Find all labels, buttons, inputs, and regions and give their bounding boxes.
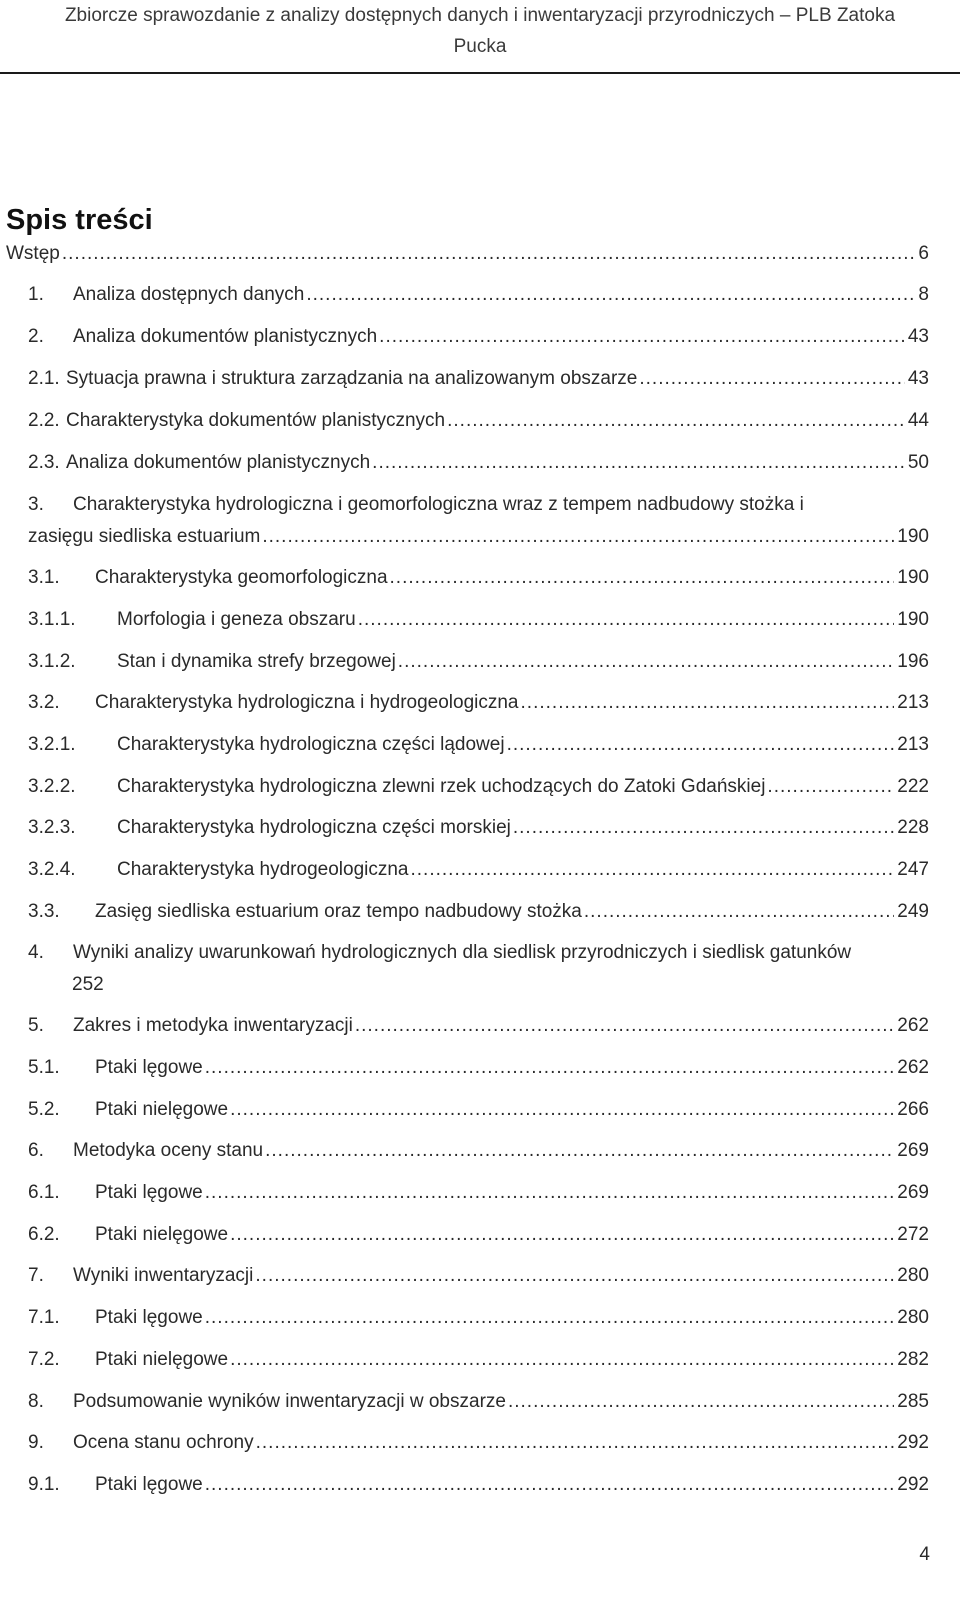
toc-dot-leader [255, 1260, 894, 1291]
toc-entry-label: Ptaki nielęgowe [95, 1349, 229, 1370]
toc-entry-label: Ptaki nielęgowe [95, 1099, 229, 1120]
toc-entry-label: Charakterystyka hydrologiczna zlewni rzek uchodzących do Zatoki Gdańskiej [117, 776, 766, 797]
toc-entry-number: Wstęp [6, 243, 60, 264]
toc-dot-leader [265, 1135, 894, 1166]
toc-entry-number: 6.1. [28, 1182, 60, 1203]
toc-entry[interactable] [0, 937, 960, 1000]
toc-entry-number: 3. [28, 494, 44, 515]
toc-dot-leader [372, 447, 905, 478]
toc-entry-label: Wyniki analizy uwarunkowań hydrologicznych dla siedlisk przyrodniczych i siedlisk gatunków [73, 942, 852, 963]
toc-entry-page: 190 [897, 567, 929, 588]
toc-dot-leader [521, 687, 895, 718]
toc-entry-number: 3.2.4. [28, 859, 76, 880]
toc-dot-leader [398, 646, 895, 677]
toc-entry-page: 247 [897, 859, 929, 880]
toc-entry-number: 9.1. [28, 1474, 60, 1495]
toc-entry-label: Charakterystyka hydrologiczna i geomorfologiczna wraz z tempem nadbudowy stożka i [73, 494, 804, 515]
toc-entry-label: Analiza dostępnych danych [73, 284, 305, 305]
toc-entry-label: Charakterystyka geomorfologiczna [95, 567, 388, 588]
header-line-1: Zbiorcze sprawozdanie z analizy dostępnych danych i inwentaryzacji przyrodniczych – PLB Zatoka [64, 5, 896, 26]
toc-entry-number: 2.2. [28, 410, 60, 431]
toc-entry[interactable] [0, 1469, 960, 1500]
toc-entry-page: 252 [72, 974, 104, 995]
toc-entry-label: Charakterystyka hydrologiczna i hydrogeologiczna [95, 692, 519, 713]
toc-entry-number: 5.2. [28, 1099, 60, 1120]
toc-entry-number: 3.2.1. [28, 734, 76, 755]
toc-entry-label: Analiza dokumentów planistycznych [73, 326, 378, 347]
toc-entry-page: 266 [897, 1099, 929, 1120]
toc-entry[interactable] [0, 1135, 960, 1166]
toc-entry-page: 228 [897, 817, 929, 838]
header-divider [0, 72, 960, 74]
toc-dot-leader [390, 562, 895, 593]
toc-entry[interactable] [0, 1260, 960, 1291]
toc-entry-number: 7. [28, 1265, 44, 1286]
toc-dot-leader [355, 1010, 894, 1041]
toc-entry-label: Ptaki nielęgowe [95, 1224, 229, 1245]
toc-entry-label: Wyniki inwentaryzacji [73, 1265, 254, 1286]
toc-entry-label: Zasięg siedliska estuarium oraz tempo nadbudowy stożka [95, 901, 582, 922]
toc-entry-page: 292 [897, 1474, 929, 1495]
toc-entry-label: Charakterystyka hydrologiczna części morskiej [117, 817, 511, 838]
toc-entry-page: 282 [897, 1349, 929, 1370]
toc-dot-leader [256, 1427, 895, 1458]
toc-entry[interactable] [0, 321, 960, 352]
toc-entry-label: Ocena stanu ochrony [73, 1432, 254, 1453]
toc-entry-number: 2. [28, 326, 44, 347]
toc-entry[interactable] [0, 238, 960, 269]
toc-dot-leader [411, 854, 895, 885]
toc-entry-number: 5. [28, 1015, 44, 1036]
toc-entry-page: 222 [897, 776, 929, 797]
toc-entry[interactable] [0, 1386, 960, 1417]
toc-entry-page: 262 [897, 1015, 929, 1036]
toc-entry-page: 196 [897, 651, 929, 672]
toc-entry-page: 43 [907, 368, 929, 389]
toc-entry-number: 6. [28, 1140, 44, 1161]
toc-entry-number: 6.2. [28, 1224, 60, 1245]
toc-entry[interactable] [0, 1052, 960, 1083]
toc-entry-page: 269 [897, 1182, 929, 1203]
toc-dot-leader [767, 771, 894, 802]
toc-entry[interactable] [0, 1177, 960, 1208]
toc-entry-number: 3.3. [28, 901, 60, 922]
toc-entry-page: 213 [897, 692, 929, 713]
toc-entry-page: 285 [897, 1391, 929, 1412]
toc-entry-page: 190 [897, 526, 929, 547]
toc-entry[interactable] [0, 1219, 960, 1250]
header-line-2: Pucka [453, 36, 507, 57]
toc-dot-leader [639, 363, 905, 394]
toc-dot-leader [230, 1094, 894, 1125]
toc-entry-page: 213 [897, 734, 929, 755]
toc-entry[interactable] [0, 729, 960, 760]
toc-entry-label: Zakres i metodyka inwentaryzacji [73, 1015, 353, 1036]
toc-entry[interactable] [0, 604, 960, 635]
toc-entry-page: 190 [897, 609, 929, 630]
toc-entry[interactable] [0, 1302, 960, 1333]
toc-entry[interactable] [0, 687, 960, 718]
toc-entry[interactable] [0, 1010, 960, 1041]
toc-entry-number: 7.1. [28, 1307, 60, 1328]
toc-dot-leader [205, 1052, 895, 1083]
toc-entry-label: Ptaki lęgowe [95, 1182, 203, 1203]
toc-dot-leader [230, 1219, 894, 1250]
toc-entry-number: 8. [28, 1391, 44, 1412]
toc-entry[interactable] [0, 896, 960, 927]
toc-entry-label: Analiza dokumentów planistycznych [66, 452, 371, 473]
toc-dot-leader [205, 1469, 895, 1500]
page-header [0, 0, 960, 62]
toc-entry[interactable] [0, 1094, 960, 1125]
toc-entry-number: 3.1. [28, 567, 60, 588]
toc-dot-leader [358, 604, 895, 635]
toc-entry[interactable] [0, 447, 960, 478]
toc-entry-number: 3.2.3. [28, 817, 76, 838]
toc-entry[interactable] [0, 489, 960, 552]
toc-dot-leader [306, 279, 915, 310]
toc-title: Spis treści [6, 204, 153, 236]
toc-entry[interactable] [0, 279, 960, 310]
toc-dot-leader [205, 1177, 895, 1208]
toc-entry[interactable] [0, 854, 960, 885]
toc-entry-page: 6 [918, 243, 929, 264]
toc-entry-number: 1. [28, 284, 44, 305]
toc-entry-number: 3.1.2. [28, 651, 76, 672]
toc-dot-leader [584, 896, 894, 927]
toc-entry-label: Charakterystyka hydrologiczna części lądowej [117, 734, 505, 755]
toc-entry[interactable] [0, 812, 960, 843]
toc-entry-number: 2.1. [28, 368, 60, 389]
toc-entry-label: Metodyka oceny stanu [73, 1140, 264, 1161]
toc-entry-page: 43 [907, 326, 929, 347]
toc-entry-page: 262 [897, 1057, 929, 1078]
toc-entry-page: 44 [907, 410, 929, 431]
page-number: 4 [919, 1544, 930, 1565]
toc-entry-page: 272 [897, 1224, 929, 1245]
toc-entry[interactable] [0, 405, 960, 436]
toc-entry-number: 2.3. [28, 452, 60, 473]
toc-entry-label: Morfologia i geneza obszaru [117, 609, 356, 630]
toc-entry-label: Charakterystyka hydrogeologiczna [117, 859, 409, 880]
toc-dot-leader [379, 321, 905, 352]
toc-entry-label: Charakterystyka dokumentów planistycznych [66, 410, 446, 431]
toc-entry-label: Stan i dynamika strefy brzegowej [117, 651, 396, 672]
toc-entry-label: Podsumowanie wyników inwentaryzacji w obszarze [73, 1391, 506, 1412]
toc-entry-page: 269 [897, 1140, 929, 1161]
toc-entry[interactable] [0, 363, 960, 394]
toc-entry-page: 292 [897, 1432, 929, 1453]
toc-entry-page: 280 [897, 1265, 929, 1286]
toc-dot-leader [507, 729, 895, 760]
toc-dot-leader [262, 521, 894, 552]
toc-entry-page: 8 [918, 284, 929, 305]
toc-dot-leader [205, 1302, 895, 1333]
toc-entry-label: Ptaki lęgowe [95, 1474, 203, 1495]
toc-dot-leader [447, 405, 905, 436]
toc-entry-number: 3.2. [28, 692, 60, 713]
toc-entry[interactable] [0, 646, 960, 677]
toc-dot-leader [62, 238, 916, 269]
toc-entry-number: 3.1.1. [28, 609, 76, 630]
toc-entry-label-continued: zasięgu siedliska estuarium [28, 526, 261, 547]
toc-dot-leader [230, 1344, 894, 1375]
toc-entry-page: 280 [897, 1307, 929, 1328]
toc-entry[interactable] [0, 771, 960, 802]
toc-entry-number: 4. [28, 942, 44, 963]
toc-entry-number: 5.1. [28, 1057, 60, 1078]
toc-entry-label: Ptaki lęgowe [95, 1057, 203, 1078]
toc-entry[interactable] [0, 1427, 960, 1458]
toc-entry-number: 3.2.2. [28, 776, 76, 797]
toc-entry-label: Sytuacja prawna i struktura zarządzania na analizowanym obszarze [66, 368, 638, 389]
toc-entry-number: 9. [28, 1432, 44, 1453]
toc-entry[interactable] [0, 1344, 960, 1375]
toc-entry-number: 7.2. [28, 1349, 60, 1370]
toc-entry-page: 50 [907, 452, 929, 473]
toc-entry-label: Ptaki lęgowe [95, 1307, 203, 1328]
toc-entry-page: 249 [897, 901, 929, 922]
toc-dot-leader [513, 812, 894, 843]
toc-entry[interactable] [0, 562, 960, 593]
toc-dot-leader [508, 1386, 894, 1417]
